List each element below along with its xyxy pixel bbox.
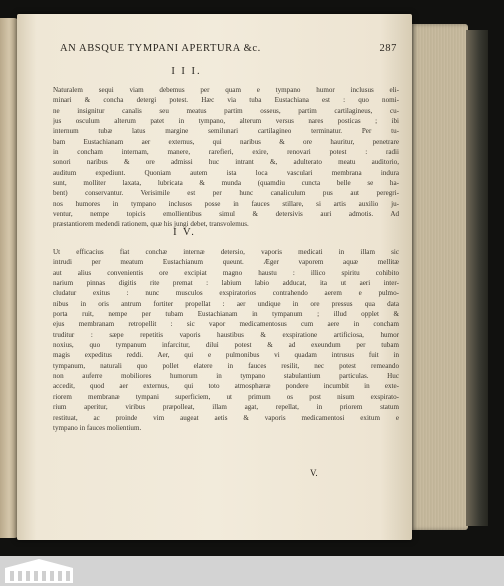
text-line: noxius, quo tympanum infarcitur, diluì potest & ad exeundum per tubam — [53, 341, 399, 350]
library-building-logo-icon[interactable] — [4, 558, 74, 584]
text-line: narium pinnas digitis rite premat : labium labio adducat, ita ut aeri inter- — [53, 279, 399, 288]
section-heading-iv: I V. — [173, 227, 196, 238]
text-line: minari & concha detergi potest. Hæc via tuba Eustachiana est : quo nomi- — [53, 96, 399, 105]
book-cover-edge — [466, 30, 488, 526]
running-title: AN ABSQUE TYMPANI APERTURA &c. — [60, 43, 261, 54]
book-page — [17, 14, 412, 540]
text-line: præstantiorem medendi rationem, quæ his jungi debet, transvolemus. — [53, 220, 249, 229]
viewer-footer — [0, 556, 504, 586]
text-line: rium aperitur, viribus præpolleat, illam agat, repellat, in priorem statum — [53, 403, 399, 412]
section-heading-iii: I I I. — [171, 66, 202, 77]
text-line: ne insignitur canalis seu meatus partim osseus, partim cartilagineus, cu- — [53, 106, 399, 115]
text-line: sunt, molliter laxata, lubricata & munda (quamdiu cuncta belle se ha- — [53, 179, 399, 188]
paragraph-iii — [53, 85, 399, 230]
text-line: restituat, ac proinde vim augeat aetis & vaporis medicamentosi exitum e — [53, 413, 399, 422]
text-line: ventur, nempe topicis emollientibus simul & detersivis auri admotis. Ad — [53, 210, 399, 219]
text-line: nibus in oris antrum fortiter propellat : aer undique in ore pressus qua data — [53, 299, 399, 308]
text-line: tympano in fauces molientium. — [53, 423, 142, 432]
text-line: non auferre mobiliores humorum in tympano stabulantium particulas. Huc — [53, 372, 399, 381]
text-line: magis expeditus reddi. Aer, qui e pulmonibus vi quadam intrusus fuit in — [53, 351, 399, 360]
page-stack-edge — [410, 24, 468, 530]
text-line: jus osculum alterum patet in tympano, alterum versus nares posticas ; ibi — [53, 117, 399, 126]
catchword: V. — [310, 468, 318, 478]
text-line: auditum expediunt. Quoniam autem ista loca vasculari membrana indura — [53, 168, 399, 177]
text-line: sonori naribus & ore admissi huc intrant &, adulterato meatu auditorio, — [53, 158, 399, 167]
text-line: internum tubæ latus margine semilunari cartilagineo terminatur. Per tu- — [53, 127, 399, 136]
text-line: Ut efficacius fiat conchæ internæ detersio, vaporis medicati in illam sic — [53, 248, 399, 256]
paragraph-iv — [53, 247, 399, 433]
text-line: intrudi per meatum Eustachianum queunt. Æger vaporem aquæ mellitæ — [53, 258, 399, 267]
text-line: Naturalem sequi viam debemus per quam e tympano humor inclusus eli- — [53, 86, 399, 94]
text-line: porta ruit, nempe per tubam Eustachianam in tympanum ; illud opplet & — [53, 310, 399, 319]
text-line: ejus membranam retropellit : sic vapor medicamentosus cum aere in concham — [53, 320, 399, 329]
text-line: cludatur exitus : nunc musculos exspiratorios contrahendo aerem e pulmo- — [53, 289, 399, 298]
text-line: bam Eustachianam aer externus, qui naribus & ore hauritur, penetrare — [53, 137, 399, 146]
text-line: nos humores in tympano inclusos posse in fauces stillare, si artis auxilio ju- — [53, 199, 399, 208]
text-line: bent) conservantur. Verisimile est per hunc canaliculum pus aut peregri- — [53, 189, 399, 198]
text-line: tympanum, naturali quo pollet elatere in fauces resilit, nec potest remeando — [53, 361, 399, 370]
text-line: riorem membranæ tympani superficiem, ut primum os post nisum exspirato- — [53, 392, 399, 401]
text-line: in concham internam, manere, rarefieri, exire, renovari potest : radii — [53, 148, 399, 157]
page-number: 287 — [379, 43, 397, 54]
text-line: aut alius convenientis ore excipiat magno haustu : illico spiritu cohibito — [53, 268, 399, 277]
text-line: truditur : sæpe repetitis vaporis haustibus & exspiratione artificiosa, humor — [53, 330, 399, 339]
text-line: accedit, quod aer externus, qui toto atmosphæræ pondere incumbit in exte- — [53, 382, 399, 391]
